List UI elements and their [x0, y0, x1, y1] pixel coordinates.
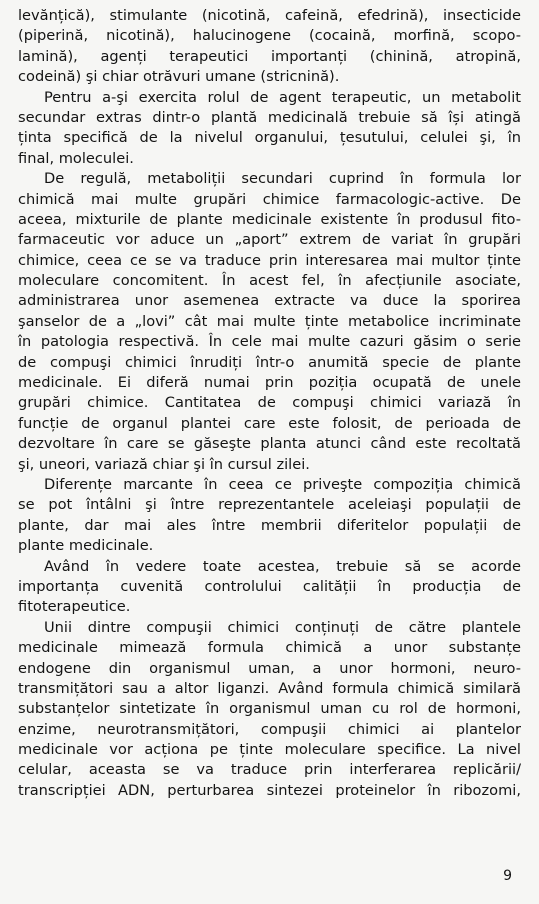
text-line: dezvoltare în care se găseşte planta atunci când este recoltată [18, 435, 521, 453]
paragraph [18, 557, 521, 618]
text-line: De regulă, metaboliții secundari cuprind în formula lor [44, 170, 521, 188]
text-line: moleculare concomitent. În acest fel, în afecțiunile asociate, [18, 272, 521, 290]
text-line: fitoterapeutice. [18, 598, 131, 616]
text-line: şi, uneori, variază chiar şi în cursul zilei. [18, 455, 310, 473]
text-line: endogene din organismul uman, a unor hormoni, neuro- [18, 659, 521, 677]
text-line: ținta specifică de la nivelul organului, țesutului, celulei şi, în [18, 129, 521, 147]
text-line: secundar extras dintr-o plantă medicinală trebuie să își atingă [18, 108, 521, 126]
text-line: lamină), agenți terapeutici importanți (chinină, atropină, [18, 47, 521, 65]
text-line: enzime, neurotransmițători, compuşii chimici ai plantelor [18, 720, 521, 738]
body-text [18, 6, 521, 801]
text-line: celular, aceasta se va traduce prin interferarea replicării/ [18, 761, 521, 779]
text-line: (piperină, nicotină), halucinogene (cocaină, morfină, scopo- [18, 27, 521, 45]
paragraph [18, 88, 521, 170]
text-line: levănțică), stimulante (nicotină, cafeină, efedrină), insecticide [18, 7, 521, 24]
text-line: Având în vedere toate acestea, trebuie să se acorde [44, 557, 521, 575]
text-line: aceea, mixturile de plante medicinale existente în produsul fito- [18, 210, 521, 228]
page-number: 9 [503, 868, 512, 884]
text-line: plante medicinale. [18, 537, 154, 555]
text-line: şanselor de a „lovi” cât mai multe ținte metabolice incriminate [18, 312, 521, 330]
text-line: Unii dintre compuşii chimici conținuți de către plantele [44, 618, 521, 636]
text-line: funcție de organul plantei care este folosit, de perioada de [18, 414, 521, 432]
text-line: plante, dar mai ales între membrii diferitelor populații de [18, 516, 521, 534]
text-line: administrarea unor asemenea extracte va duce la sporirea [18, 292, 521, 310]
text-line: importanța cuvenită controlului calității în producția de [18, 577, 521, 595]
text-line: farmaceutic vor aduce un „aport” extrem de variat în grupări [18, 231, 521, 249]
paragraph [18, 618, 521, 802]
text-line: final, moleculei. [18, 149, 134, 167]
paragraph [18, 6, 521, 88]
text-line: de compuşi chimici înrudiți într-o anumită specie de plante [18, 353, 521, 371]
text-line: grupări chimice. Cantitatea de compuşi chimici variază în [18, 394, 521, 412]
text-line: Diferențe marcante în ceea ce priveşte compoziția chimică [44, 475, 521, 493]
text-line: transcripției ADN, perturbarea sintezei proteinelor în ribozomi, [18, 781, 521, 799]
text-line: medicinale. Ei diferă numai prin poziția ocupată de unele [18, 374, 521, 392]
paragraph [18, 169, 521, 475]
text-line: chimică mai multe grupări chimice farmacologic-active. De [18, 190, 521, 208]
text-line: chimice, ceea ce se va traduce prin interesarea mai multor ținte [18, 251, 521, 269]
text-line: se pot întâlni şi între reprezentantele aceleiaşi populații de [18, 496, 521, 514]
text-line: Pentru a-şi exercita rolul de agent terapeutic, un metabolit [44, 88, 521, 106]
text-line: medicinale mimează formula chimică a unor substanțe [18, 639, 521, 657]
paragraph [18, 475, 521, 557]
text-line: codeină) şi chiar otrăvuri umane (stricnină). [18, 68, 340, 86]
text-line: în patologia respectivă. În cele mai multe cazuri găsim o serie [18, 333, 521, 351]
text-line: transmițători sau a altor liganzi. Având formula chimică similară [18, 679, 521, 697]
text-line: substanțelor sintetizate în organismul uman cu rol de hormoni, [18, 700, 521, 718]
text-line: medicinale vor acționa pe ținte moleculare specifice. La nivel [18, 741, 521, 759]
